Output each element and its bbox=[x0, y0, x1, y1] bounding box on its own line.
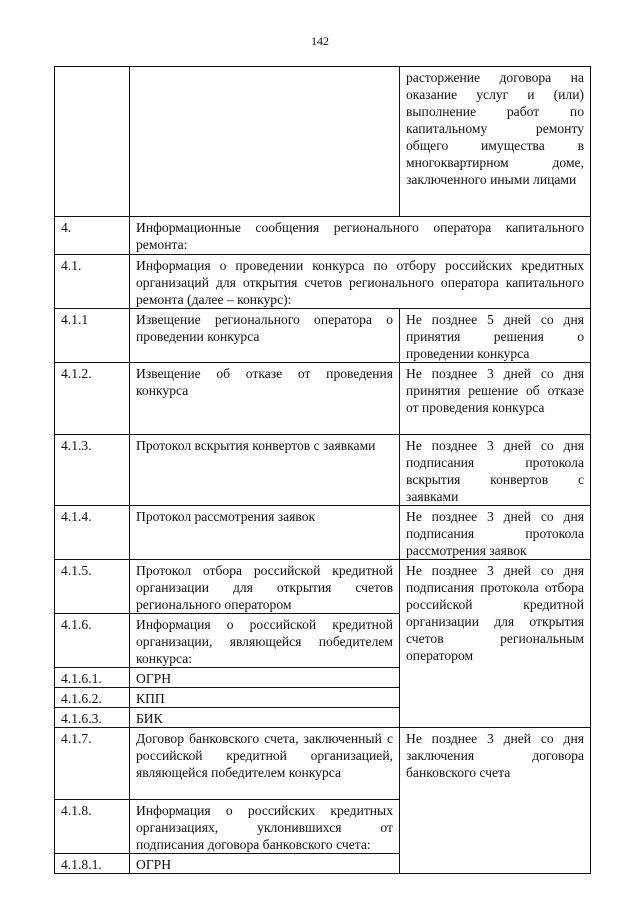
row-number: 4.1. bbox=[55, 255, 130, 309]
section-title: Информация о проведении конкурса по отбору российских кредитных организаций для открытия счетов регионального оператора капитального ремонта (далее – конкурс): bbox=[130, 255, 591, 309]
table-row bbox=[55, 67, 591, 217]
row-number: 4.1.1 bbox=[55, 309, 130, 363]
table-row bbox=[55, 506, 591, 560]
table-row bbox=[55, 255, 591, 309]
row-deadline: Не позднее 3 дней со дня заключения договора банковского счета bbox=[400, 728, 591, 874]
table-row bbox=[55, 217, 591, 255]
table-row bbox=[55, 435, 591, 506]
row-title: Информация о российских кредитных организациях, уклонившихся от подписания договора банковского счета: bbox=[130, 800, 400, 854]
row-number: 4.1.8. bbox=[55, 800, 130, 854]
row-title: БИК bbox=[130, 708, 400, 728]
row-number: 4. bbox=[55, 217, 130, 255]
row-title: ОГРН bbox=[130, 668, 400, 688]
row-title: Протокол рассмотрения заявок bbox=[130, 506, 400, 560]
row-deadline: Не позднее 3 дней со дня подписания протокола вскрытия конвертов с заявками bbox=[400, 435, 591, 506]
row-number: 4.1.4. bbox=[55, 506, 130, 560]
row-title: Извещение об отказе от проведения конкурса bbox=[130, 363, 400, 435]
row-deadline: расторжение договора на оказание услуг и (или) выполнение работ по капитальному ремонту общего имущества в многоквартирном доме, заключенного иными лицами bbox=[400, 67, 591, 217]
row-number: 4.1.8.1. bbox=[55, 854, 130, 874]
row-title: Протокол отбора российской кредитной организации для открытия счетов регионального оператором bbox=[130, 560, 400, 614]
disclosure-table bbox=[54, 66, 591, 874]
section-title: Информационные сообщения регионального оператора капитального ремонта: bbox=[130, 217, 591, 255]
row-number: 4.1.7. bbox=[55, 728, 130, 800]
table-row bbox=[55, 560, 591, 614]
table-row bbox=[55, 363, 591, 435]
row-deadline: Не позднее 3 дней со дня подписания протокола отбора российской кредитной организации для открытия счетов региональным оператором bbox=[400, 560, 591, 728]
row-title bbox=[130, 67, 400, 217]
page-number: 142 bbox=[311, 34, 329, 48]
row-number: 4.1.6.3. bbox=[55, 708, 130, 728]
row-number: 4.1.6.1. bbox=[55, 668, 130, 688]
row-number: 4.1.5. bbox=[55, 560, 130, 614]
row-deadline: Не позднее 5 дней со дня принятия решения о проведении конкурса bbox=[400, 309, 591, 363]
row-number bbox=[55, 67, 130, 217]
row-number: 4.1.3. bbox=[55, 435, 130, 506]
row-title: Договор банковского счета, заключенный с российской кредитной организацией, являющейся победителем конкурса bbox=[130, 728, 400, 800]
row-number: 4.1.6.2. bbox=[55, 688, 130, 708]
table-row bbox=[55, 728, 591, 800]
row-number: 4.1.6. bbox=[55, 614, 130, 668]
row-title: Извещение регионального оператора о проведении конкурса bbox=[130, 309, 400, 363]
row-number: 4.1.2. bbox=[55, 363, 130, 435]
row-title: Протокол вскрытия конвертов с заявками bbox=[130, 435, 400, 506]
row-deadline: Не позднее 3 дней со дня принятия решение об отказе от проведения конкурса bbox=[400, 363, 591, 435]
row-title: КПП bbox=[130, 688, 400, 708]
row-title: ОГРН bbox=[130, 854, 400, 874]
row-title: Информация о российской кредитной организации, являющейся победителем конкурса: bbox=[130, 614, 400, 668]
table-row bbox=[55, 309, 591, 363]
row-deadline: Не позднее 3 дней со дня подписания протокола рассмотрения заявок bbox=[400, 506, 591, 560]
